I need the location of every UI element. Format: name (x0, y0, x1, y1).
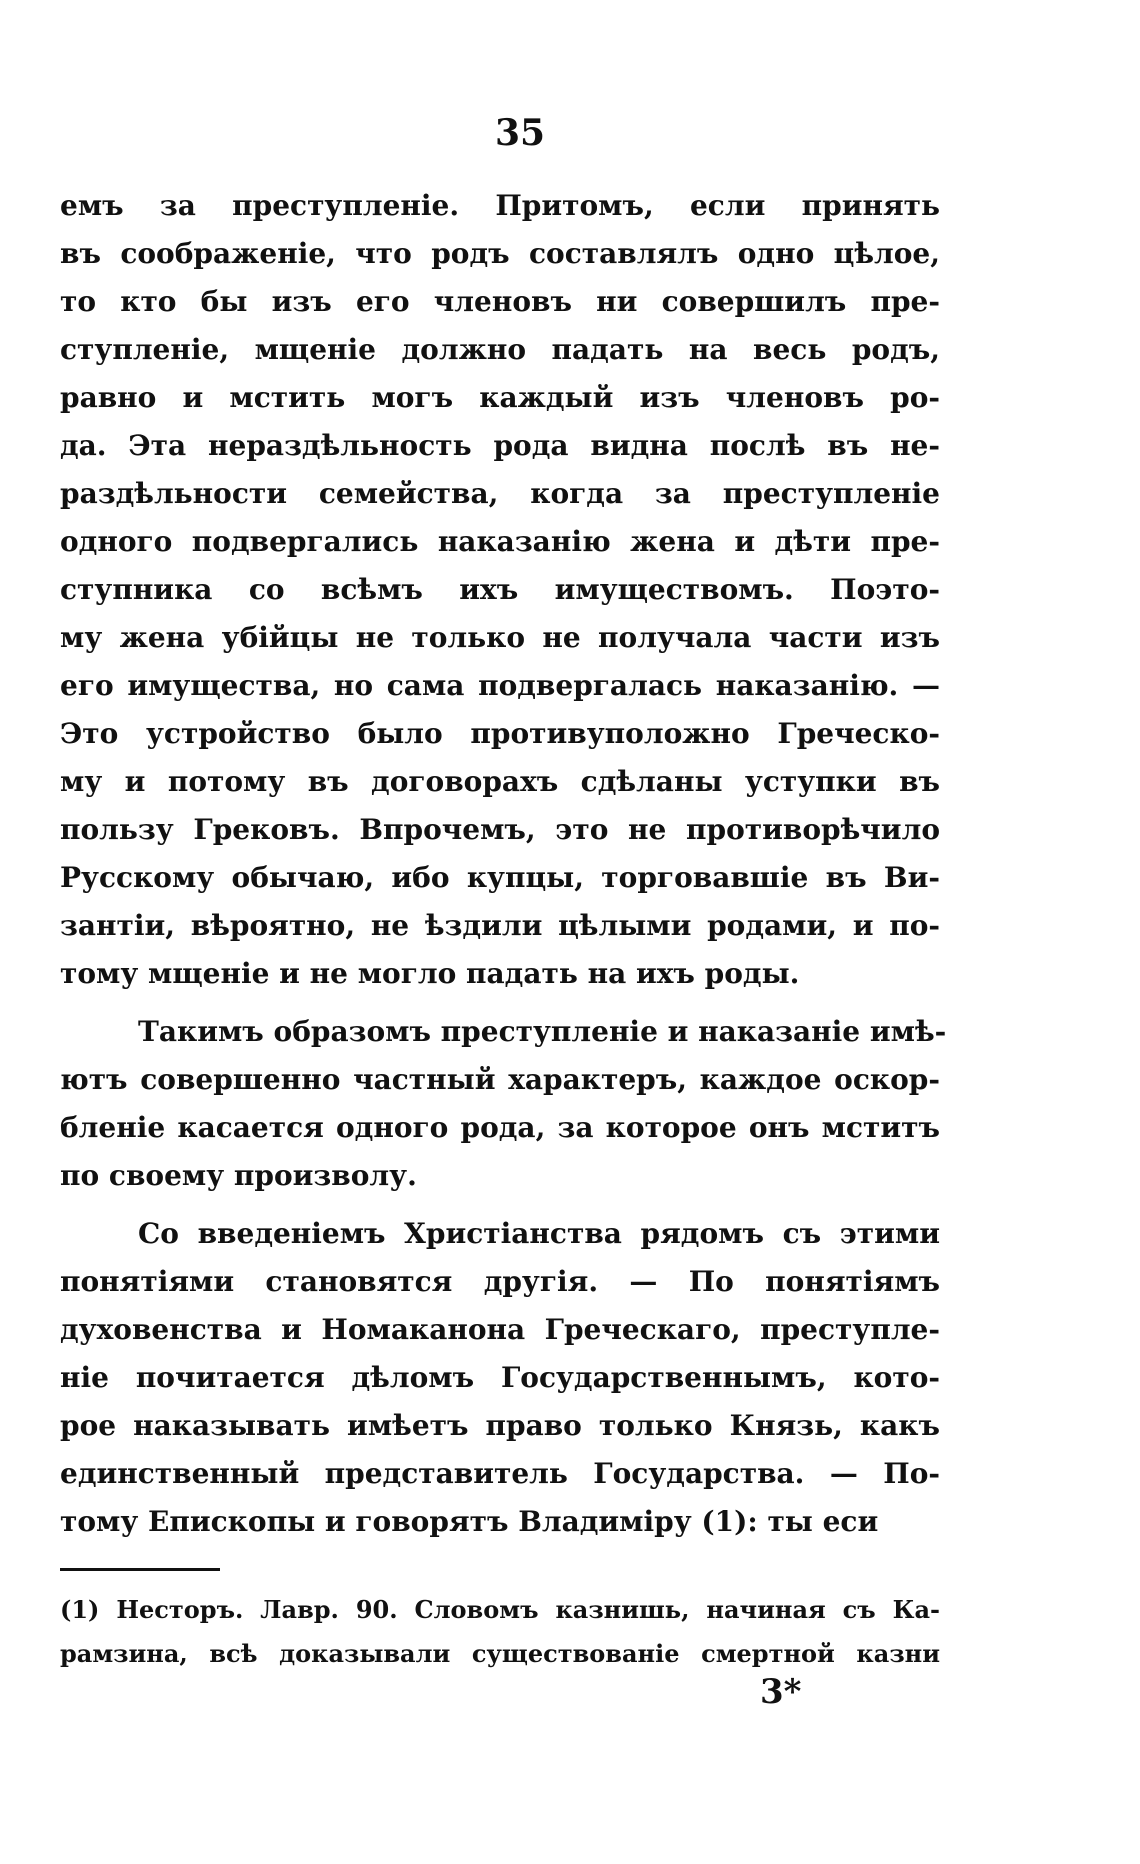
paragraph-gap (60, 1200, 940, 1210)
footnote (60, 1588, 940, 1676)
paragraph-gap (60, 998, 940, 1008)
text-line: раздѣльности семейства, когда за преступленіе (60, 477, 940, 510)
body-text (60, 182, 947, 1546)
page-number: 35 (494, 112, 546, 154)
text-line: то кто бы изъ его членовъ ни совершилъ пре- (60, 285, 940, 318)
text-line: по своему произволу. (60, 1159, 417, 1192)
text-line: понятіями становятся другія. — По понятіямъ (60, 1265, 940, 1298)
text-line: емъ за преступленіе. Притомъ, если принять (60, 189, 940, 222)
text-line: Это устройство было противуположно Греческо- (60, 717, 940, 750)
text-line: въ соображеніе, что родъ составлялъ одно цѣлое, (60, 237, 940, 270)
footnote-line: рамзина, всѣ доказывали существованіе смертной казни (60, 1639, 940, 1668)
text-line: рое наказывать имѣетъ право только Князь, какъ (60, 1409, 940, 1442)
text-line: пользу Грековъ. Впрочемъ, это не противорѣчило (60, 813, 940, 846)
text-line: одного подвергались наказанію жена и дѣти пре- (60, 525, 940, 558)
text-line: тому мщеніе и не могло падать на ихъ роды. (60, 957, 800, 990)
text-line: духовенства и Номаканона Греческаго, преступле- (60, 1313, 940, 1346)
text-line: его имущества, но сама подвергалась наказанію. — (60, 669, 940, 702)
text-line: му жена убійцы не только не получала части изъ (60, 621, 940, 654)
text-line: му и потому въ договорахъ сдѣланы уступки въ (60, 765, 940, 798)
text-line: ютъ совершенно частный характеръ, каждое оскор- (60, 1063, 940, 1096)
text-line: равно и мстить могъ каждый изъ членовъ ро- (60, 381, 940, 414)
footnote-rule (60, 1568, 220, 1571)
footnote-line: (1) Несторъ. Лавр. 90. Словомъ казнишь, начиная съ Ка- (60, 1595, 940, 1624)
signature-mark: 3* (760, 1672, 802, 1712)
text-line: ніе почитается дѣломъ Государственнымъ, кото- (60, 1361, 940, 1394)
text-line: Такимъ образомъ преступленіе и наказаніе имѣ- (138, 1015, 947, 1048)
text-line: Со введеніемъ Христіанства рядомъ съ этими (138, 1217, 940, 1250)
text-line: ступленіе, мщеніе должно падать на весь родъ, (60, 333, 940, 366)
text-line: ступника со всѣмъ ихъ имуществомъ. Поэто- (60, 573, 940, 606)
text-line: зантіи, вѣроятно, не ѣздили цѣлыми родами, и по- (60, 909, 940, 942)
text-line: да. Эта нераздѣльность рода видна послѣ въ не- (60, 429, 940, 462)
text-line: Русскому обычаю, ибо купцы, торговавшіе въ Ви- (60, 861, 940, 894)
text-line: единственный представитель Государства. — По- (60, 1457, 940, 1490)
text-line: тому Епископы и говорятъ Владиміру (1): ты еси (60, 1505, 879, 1538)
text-line: бленіе касается одного рода, за которое онъ мститъ (60, 1111, 940, 1144)
